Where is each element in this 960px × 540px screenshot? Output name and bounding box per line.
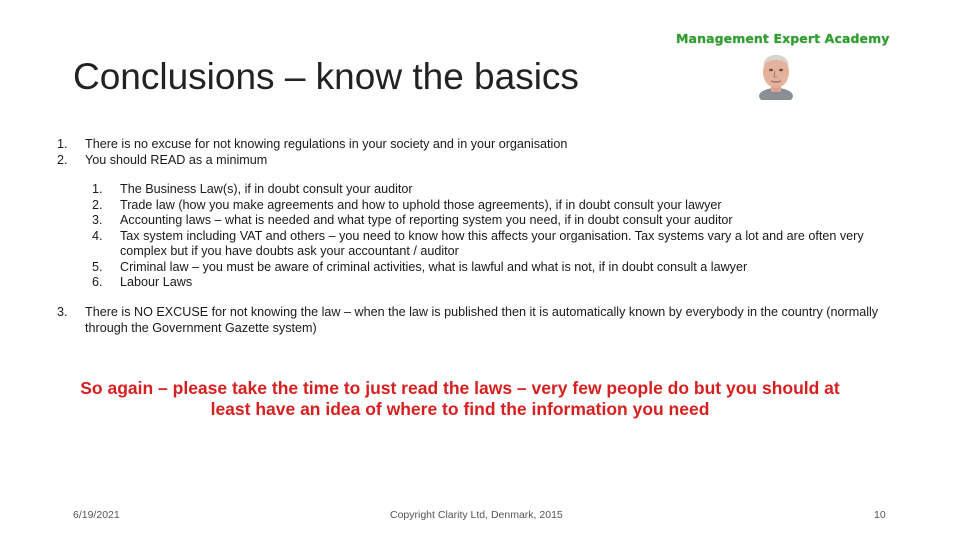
list-number: 1. xyxy=(57,137,68,151)
list-item-text: There is NO EXCUSE for not knowing the law – when the law is published then it is automatically known by everybody in the country (normally through the Government Gazette system) xyxy=(85,305,879,335)
list-item-text: Criminal law – you must be aware of criminal activities, what is lawful and what is not, if in doubt consult a lawyer xyxy=(120,259,748,274)
list-number: 5. xyxy=(92,259,103,274)
list-number: 3. xyxy=(57,305,68,319)
footer-date: 6/19/2021 xyxy=(73,509,120,521)
list-number: 6. xyxy=(92,275,103,289)
list-item xyxy=(57,137,717,153)
list-item-text: Accounting laws – what is needed and what type of reporting system you need, if in doubt consult your auditor xyxy=(120,213,733,227)
list-item xyxy=(57,305,887,336)
list-number: 1. xyxy=(92,182,103,196)
slide-title: Conclusions – know the basics xyxy=(73,56,579,97)
list-number: 3. xyxy=(92,213,103,227)
list-number: 4. xyxy=(92,228,103,243)
presenter-photo xyxy=(757,52,795,100)
list-item-text: Labour Laws xyxy=(120,275,193,289)
list-item xyxy=(57,153,717,169)
list-item-text: The Business Law(s), if in doubt consult your auditor xyxy=(120,182,413,196)
list-number: 2. xyxy=(92,197,103,212)
list-item xyxy=(92,260,892,276)
list-item-text: Tax system including VAT and others – you need to know how this affects your organisation. Tax systems vary a lot and are often very complex but if you have doubts ask your accountant / auditor xyxy=(120,228,864,258)
brand-logo-text: Management Expert Academy xyxy=(676,31,890,46)
laws-sublist xyxy=(92,182,892,291)
list-item xyxy=(92,213,892,229)
list-item xyxy=(92,229,892,260)
final-point-list xyxy=(57,305,887,336)
list-item-text: There is no excuse for not knowing regulations in your society and in your organisation xyxy=(85,137,568,151)
list-item xyxy=(92,198,892,214)
list-item-text: You should READ as a minimum xyxy=(85,152,268,167)
main-points-list xyxy=(57,137,717,168)
list-item xyxy=(92,182,892,198)
list-item-text: Trade law (how you make agreements and how to uphold those agreements), if in doubt consult your lawyer xyxy=(120,197,722,212)
slide-number: 10 xyxy=(874,509,886,521)
callout-text: So again – please take the time to just read the laws – very few people do but you should at least have an idea of where to find the information you need xyxy=(80,378,840,419)
list-number: 2. xyxy=(57,152,68,167)
list-item xyxy=(92,275,892,291)
footer-copyright: Copyright Clarity Ltd, Denmark, 2015 xyxy=(390,509,563,521)
